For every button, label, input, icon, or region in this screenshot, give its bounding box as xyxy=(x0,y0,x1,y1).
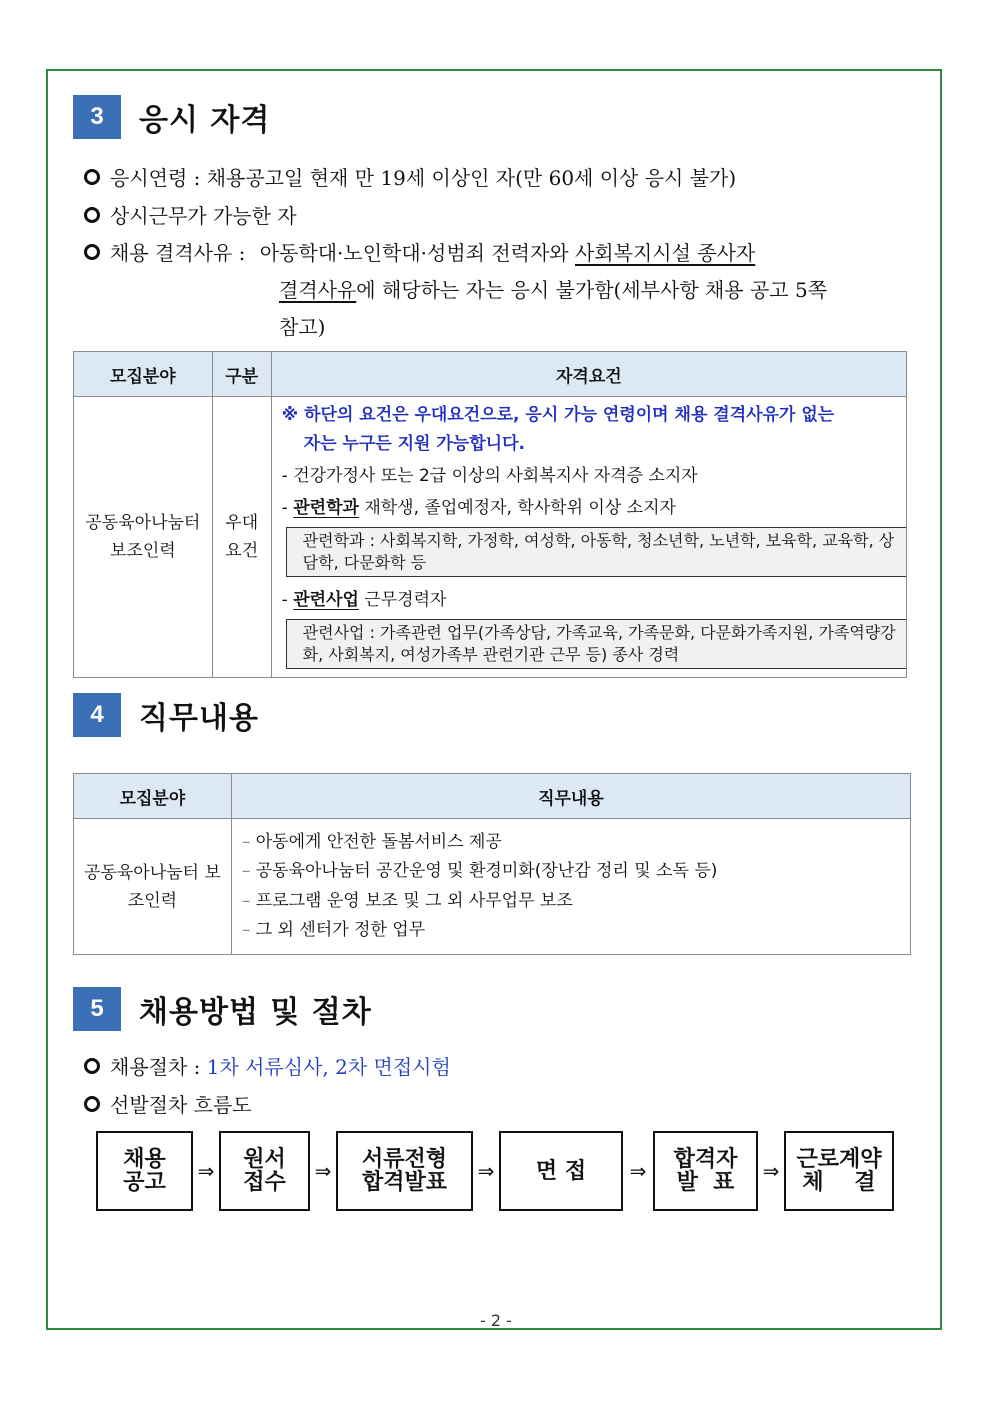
bullet-label: 채용절차 : xyxy=(110,1055,207,1079)
flow-step-line: 발 표 xyxy=(676,1169,735,1195)
bullet-text: 선발절차 흐름도 xyxy=(110,1093,252,1117)
table-row xyxy=(74,819,911,955)
flow-arrow-icon: ⇒ xyxy=(197,1159,215,1183)
duty-item xyxy=(242,857,910,887)
duty-item xyxy=(242,916,910,946)
bullet-text: 에 해당하는 자는 응시 불가함(세부사항 채용 공고 5쪽 xyxy=(356,278,828,302)
circle-bullet-icon xyxy=(84,207,100,223)
flow-step-line: 공고 xyxy=(123,1169,166,1195)
circle-bullet-icon xyxy=(84,244,100,260)
header-category: 구분 xyxy=(212,352,271,397)
note-line: ※ 하단의 요건은 우대요건으로, 응시 가능 연령이며 채용 결격사유가 없는 xyxy=(281,405,835,425)
related-work-box: 관련사업 : 가족관련 업무(가족상담, 가족교육, 가족문화, 다문화가족지원, 가족역량강화, 사회복지, 여성가족부 관련기관 근무 등) 종사 경력 xyxy=(286,619,906,669)
requirement-text: 재학생, 졸업예정자, 학사학위 이상 소지자 xyxy=(358,498,676,518)
bullet-selection-flow xyxy=(84,1089,252,1118)
flow-arrow-icon: ⇒ xyxy=(314,1159,332,1183)
section-4-heading xyxy=(73,693,259,737)
dash-mark: – xyxy=(241,920,251,940)
flow-step-announcement xyxy=(96,1131,193,1211)
bullet-value: 1차 서류심사, 2차 면접시험 xyxy=(206,1055,451,1079)
section-5-heading xyxy=(73,987,372,1031)
dash-prefix: - xyxy=(281,590,294,610)
underlined-text: 사회복지시설 종사자 xyxy=(574,241,756,265)
duty-text: 아동에게 안전한 돌봄서비스 제공 xyxy=(255,831,502,852)
duty-item xyxy=(242,828,910,858)
bullet-continuation: 참고) xyxy=(279,315,326,339)
section-title: 응시 자격 xyxy=(139,103,271,138)
flow-step-interview xyxy=(499,1131,623,1211)
bullet-disqualification xyxy=(84,237,755,266)
section-3-heading xyxy=(73,95,270,139)
bullet-text: 아동학대·노인학대·성범죄 전력자와 xyxy=(259,241,575,265)
duty-item xyxy=(242,887,910,917)
bold-label: 관련사업 xyxy=(293,590,359,610)
selection-flowchart xyxy=(96,1131,894,1211)
flow-step-line: 근로계약 xyxy=(796,1146,882,1172)
header-field: 모집분야 xyxy=(74,774,232,819)
bullet-hiring-process xyxy=(84,1051,451,1080)
flow-step-document-screening xyxy=(336,1131,473,1211)
circle-bullet-icon xyxy=(84,1096,100,1112)
duty-text: 공동육아나눔터 공간운영 및 환경미화(장난감 정리 및 소독 등) xyxy=(255,861,718,881)
dash-mark: – xyxy=(241,890,251,911)
flow-step-line: 면 접 xyxy=(535,1157,587,1184)
field-cell: 공동육아나눔터 보조인력 xyxy=(74,397,213,678)
circle-bullet-icon xyxy=(84,169,100,185)
header-duties: 직무내용 xyxy=(231,774,910,819)
flow-arrow-icon: ⇒ xyxy=(477,1159,495,1183)
bold-label: 관련학과 xyxy=(293,498,359,518)
dash-mark: – xyxy=(241,831,251,852)
header-field: 모집분야 xyxy=(74,352,213,397)
flow-step-line: 서류전형 xyxy=(361,1146,447,1172)
section-number: 3 xyxy=(73,95,121,139)
dash-prefix: - xyxy=(281,498,294,518)
table-header-row xyxy=(74,774,911,819)
bullet-fulltime xyxy=(84,200,297,229)
section-number: 5 xyxy=(73,987,121,1031)
flow-step-line: 채용 xyxy=(123,1146,166,1172)
flow-arrow-icon: ⇒ xyxy=(629,1159,647,1183)
related-majors-box: 관련학과 : 사회복지학, 가정학, 여성학, 아동학, 청소년학, 노년학, 보육학, 교육학, 상담학, 다문화학 등 xyxy=(286,527,906,577)
duty-table xyxy=(73,773,911,955)
requirement-text: 근무경력자 xyxy=(358,590,447,610)
underlined-text: 결격사유 xyxy=(279,278,357,302)
note-line: 자는 누구든 지원 가능합니다. xyxy=(303,434,525,454)
bullet-age xyxy=(84,162,736,191)
flow-step-final-announcement xyxy=(653,1131,758,1211)
flow-step-line: 접수 xyxy=(243,1169,286,1195)
requirement-item xyxy=(282,493,906,523)
flow-step-application xyxy=(219,1131,310,1211)
section-title: 채용방법 및 절차 xyxy=(139,995,372,1030)
bullet-continuation xyxy=(279,274,827,303)
requirements-cell xyxy=(271,397,906,678)
bullet-text: 응시연령 : 채용공고일 현재 만 19세 이상인 자(만 60세 이상 응시 불가) xyxy=(110,166,737,190)
preference-note xyxy=(282,401,906,459)
field-cell: 공동육아나눔터 보조인력 xyxy=(74,819,232,955)
duties-cell xyxy=(231,819,910,955)
flow-step-contract xyxy=(784,1131,894,1211)
duty-text: 그 외 센터가 정한 업무 xyxy=(255,920,426,940)
circle-bullet-icon xyxy=(84,1058,100,1074)
header-requirements: 자격요건 xyxy=(271,352,906,397)
requirement-item: - 건강가정사 또는 2급 이상의 사회복지사 자격증 소지자 xyxy=(281,466,698,486)
section-number: 4 xyxy=(73,693,121,737)
category-cell: 우대 요건 xyxy=(212,397,271,678)
page-number: - 2 - xyxy=(480,1311,512,1330)
dash-mark: – xyxy=(241,861,251,881)
section-title: 직무내용 xyxy=(139,701,259,736)
flow-step-line: 체 결 xyxy=(802,1169,876,1195)
flow-step-line: 합격자 xyxy=(673,1146,738,1172)
qualification-table xyxy=(73,351,907,678)
table-row xyxy=(74,397,907,678)
bullet-text: 상시근무가 가능한 자 xyxy=(110,204,297,228)
requirement-item xyxy=(282,585,906,615)
duty-text: 프로그램 운영 보조 및 그 외 사무업무 보조 xyxy=(255,890,573,911)
table-header-row xyxy=(74,352,907,397)
flow-step-line: 원서 xyxy=(243,1146,286,1172)
bullet-label: 채용 결격사유 : xyxy=(110,241,252,265)
flow-arrow-icon: ⇒ xyxy=(762,1159,780,1183)
flow-step-line: 합격발표 xyxy=(361,1169,447,1195)
